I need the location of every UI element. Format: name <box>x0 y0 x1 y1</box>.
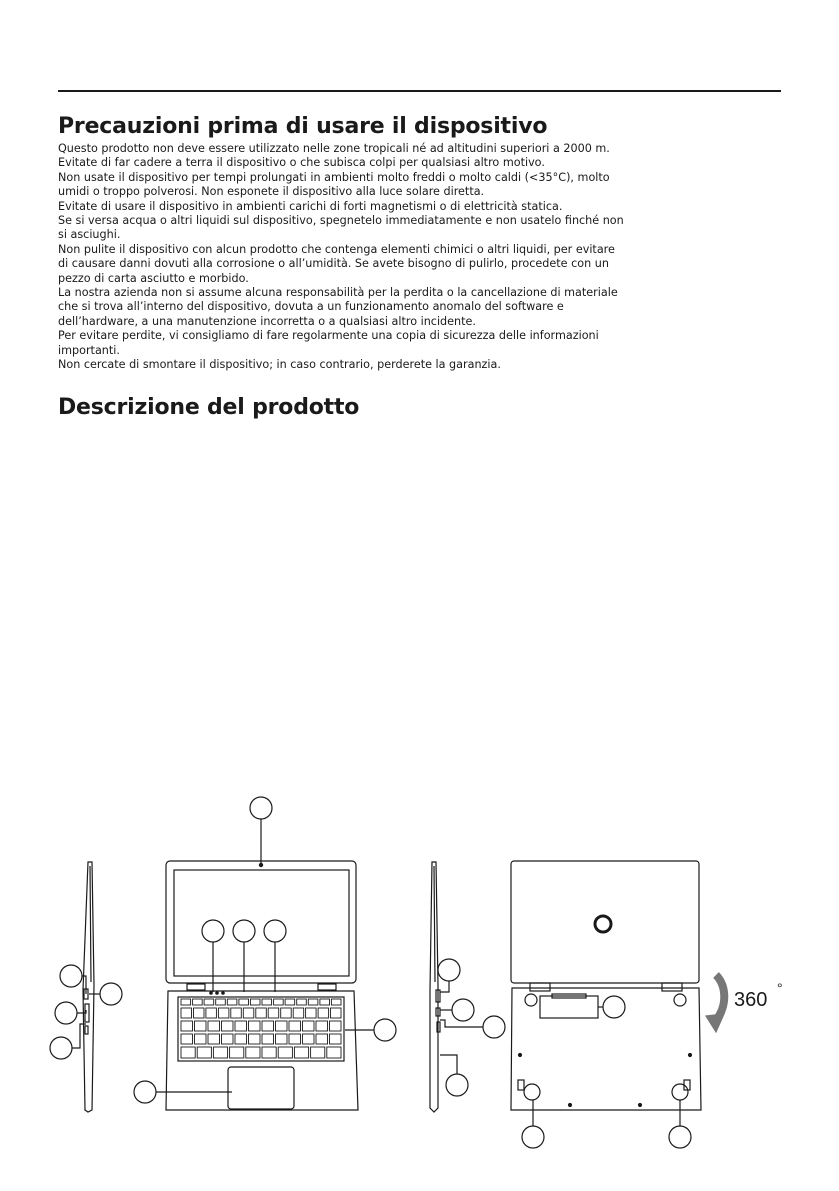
keyboard-key <box>331 999 341 1005</box>
keyboard-key <box>181 999 191 1005</box>
keyboard-key <box>208 1034 220 1044</box>
keyboard-key <box>246 1047 260 1058</box>
rotation-label: 360 <box>734 989 768 1011</box>
keyboard-key <box>318 1008 329 1018</box>
keyboard-key <box>316 1034 328 1044</box>
back-view <box>511 861 701 1110</box>
keyboard-key <box>222 1021 234 1031</box>
keyboard-key <box>330 1034 342 1044</box>
keyboard-key <box>218 1008 229 1018</box>
keyboard-key <box>278 1047 292 1058</box>
keyboard-key <box>227 999 237 1005</box>
keyboard-key <box>276 1034 288 1044</box>
keyboard-key <box>262 1047 276 1058</box>
precaution-line: La nostra azienda non si assume alcuna responsabilità per la perdita o la cancellazione di materiale <box>58 286 618 300</box>
keyboard-key <box>327 1047 341 1058</box>
keyboard-key <box>262 1034 274 1044</box>
precaution-line: di causare danni dovuti alla corrosione o all’umidità. Se avete bisogno di pulirlo, procedete con un <box>58 257 609 271</box>
precaution-line: si asciughi. <box>58 228 121 242</box>
precaution-line: che si trova all’interno del dispositivo, dovuta a un funzionamento anomalo del software e <box>58 300 564 314</box>
rotation-arrow-icon <box>706 975 724 1032</box>
keyboard-key <box>297 999 307 1005</box>
keyboard-key <box>289 1021 301 1031</box>
precaution-line: Per evitare perdite, vi consigliamo di fare regolarmente una copia di sicurezza delle informazioni <box>58 329 599 343</box>
keyboard-key <box>249 1021 261 1031</box>
keyboard-key <box>204 999 214 1005</box>
callouts <box>50 797 691 1148</box>
front-view <box>166 861 358 1110</box>
keyboard-key <box>308 999 318 1005</box>
keyboard-key <box>230 1047 244 1058</box>
keyboard-key <box>249 1034 261 1044</box>
keyboard-key <box>320 999 330 1005</box>
keyboard-key <box>274 999 284 1005</box>
precaution-line: pezzo di carta asciutto e morbido. <box>58 271 249 285</box>
keyboard-key <box>306 1008 317 1018</box>
keyboard-key <box>276 1021 288 1031</box>
section-title-precautions: Precauzioni prima di usare il dispositivo <box>58 114 548 139</box>
keyboard-key <box>197 1047 211 1058</box>
precautions-text <box>58 142 708 373</box>
keyboard-key <box>235 1021 247 1031</box>
keyboard-key <box>303 1021 315 1031</box>
keyboard-key <box>250 999 260 1005</box>
keyboard-key <box>243 1008 254 1018</box>
keyboard-key <box>268 1008 279 1018</box>
keyboard-key <box>303 1034 315 1044</box>
keyboard-key <box>181 1008 192 1018</box>
keyboard-key <box>239 999 249 1005</box>
keyboard-key <box>262 999 272 1005</box>
keyboard-key <box>213 1047 227 1058</box>
keyboard-key <box>208 1021 220 1031</box>
section-title-product-description: Descrizione del prodotto <box>58 395 360 420</box>
precaution-line: dell’hardware, a una manutenzione incorretta o a qualsiasi altro incidente. <box>58 314 476 328</box>
keyboard <box>178 997 344 1061</box>
product-diagram <box>0 780 839 1180</box>
keyboard-key <box>256 1008 266 1018</box>
precaution-line: importanti. <box>58 343 120 357</box>
rotation-degree-symbol: ° <box>777 980 783 996</box>
keyboard-key <box>216 999 226 1005</box>
keyboard-key <box>289 1034 301 1044</box>
keyboard-key <box>235 1034 247 1044</box>
keyboard-key <box>311 1047 325 1058</box>
header-rule <box>58 90 781 92</box>
keyboard-key <box>231 1008 242 1018</box>
keyboard-key <box>181 1021 193 1031</box>
precaution-line: Non pulite il dispositivo con alcun prodotto che contenga elementi chimici o altri liquidi, per evitare <box>58 242 615 256</box>
keyboard-key <box>222 1034 234 1044</box>
right-side-view <box>430 862 440 1112</box>
keyboard-key <box>206 1008 217 1018</box>
precaution-line: Non usate il dispositivo per tempi prolungati in ambienti molto freddi o molto caldi (<35°C), molto <box>58 170 610 184</box>
precaution-line: Evitate di usare il dispositivo in ambienti carichi di forti magnetismi o di elettricità statica. <box>58 199 563 213</box>
keyboard-key <box>195 1021 207 1031</box>
keyboard-key <box>262 1021 274 1031</box>
keyboard-key <box>293 1008 304 1018</box>
precaution-line: Evitate di far cadere a terra il dispositivo o che subisca colpi per qualsiasi altro motivo. <box>58 156 545 170</box>
keyboard-key <box>281 1008 292 1018</box>
keyboard-key <box>181 1047 195 1058</box>
precaution-line: umidi o troppo polverosi. Non esponete il dispositivo alla luce solare diretta. <box>58 185 485 199</box>
keyboard-key <box>331 1008 342 1018</box>
keyboard-key <box>330 1021 342 1031</box>
keyboard-key <box>316 1021 328 1031</box>
precaution-line: Se si versa acqua o altri liquidi sul dispositivo, spegnetelo immediatamente e non usatelo finché non <box>58 214 624 228</box>
keyboard-key <box>194 1008 205 1018</box>
precaution-line: Non cercate di smontare il dispositivo; in caso contrario, perderete la garanzia. <box>58 358 501 372</box>
precaution-line: Questo prodotto non deve essere utilizzato nelle zone tropicali né ad altitudini superiori a 2000 m. <box>58 142 610 155</box>
keyboard-key <box>285 999 295 1005</box>
keyboard-key <box>195 1034 207 1044</box>
left-side-view <box>83 862 94 1112</box>
keyboard-key <box>193 999 203 1005</box>
keyboard-key <box>181 1034 193 1044</box>
keyboard-key <box>294 1047 308 1058</box>
